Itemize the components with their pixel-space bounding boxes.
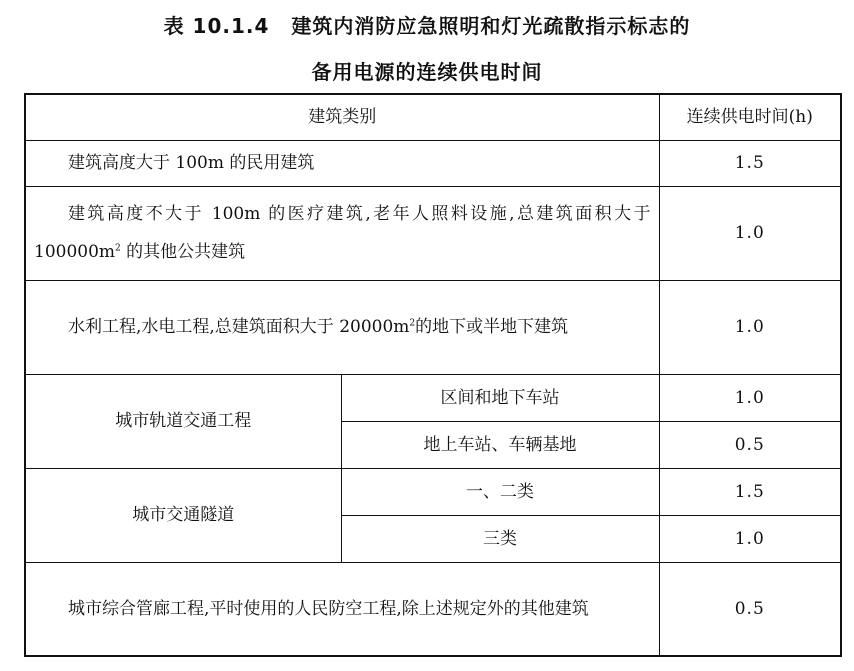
power-duration-table — [24, 93, 842, 657]
table-row — [25, 468, 841, 515]
group-category-rail: 城市轨道交通工程 — [25, 374, 341, 468]
row-duration: 1.0 — [659, 280, 841, 374]
header-duration: 连续供电时间(h) — [659, 94, 841, 140]
row-duration: 1.5 — [659, 468, 841, 515]
sub-category: 一、二类 — [341, 468, 659, 515]
row-duration: 0.5 — [659, 562, 841, 656]
row-duration: 1.0 — [659, 374, 841, 421]
table-title-line-2: 备用电源的连续供电时间 — [311, 60, 543, 84]
row-duration: 1.5 — [659, 140, 841, 186]
table-title-line-1 — [0, 10, 854, 39]
row-duration: 1.0 — [659, 515, 841, 562]
table-row — [25, 374, 841, 421]
sub-category: 区间和地下车站 — [341, 374, 659, 421]
table-row — [25, 186, 841, 280]
sub-category: 地上车站、车辆基地 — [341, 421, 659, 468]
row-category: 城市综合管廊工程,平时使用的人民防空工程,除上述规定外的其他建筑 — [25, 562, 659, 656]
table-title-text: 建筑内消防应急照明和灯光疏散指示标志的 — [291, 14, 691, 38]
table-row — [25, 562, 841, 656]
row-duration: 1.0 — [659, 186, 841, 280]
row-category: 水利工程,水电工程,总建筑面积大于 $20000m^2$的地下或半地下建筑 — [25, 280, 659, 374]
table-number: 表 10.1.4 — [163, 14, 270, 38]
table-row — [25, 140, 841, 186]
table-row — [25, 280, 841, 374]
table-header-row — [25, 94, 841, 140]
row-category: 建筑高度大于 100m 的民用建筑 — [25, 140, 659, 186]
sub-category: 三类 — [341, 515, 659, 562]
row-duration: 0.5 — [659, 421, 841, 468]
header-category: 建筑类别 — [25, 94, 659, 140]
group-category-tunnel: 城市交通隧道 — [25, 468, 341, 562]
row-category: 建筑高度不大于 100m 的医疗建筑,老年人照料设施,总建筑面积大于 $100000m^2$ 的其他公共建筑 — [25, 186, 659, 280]
